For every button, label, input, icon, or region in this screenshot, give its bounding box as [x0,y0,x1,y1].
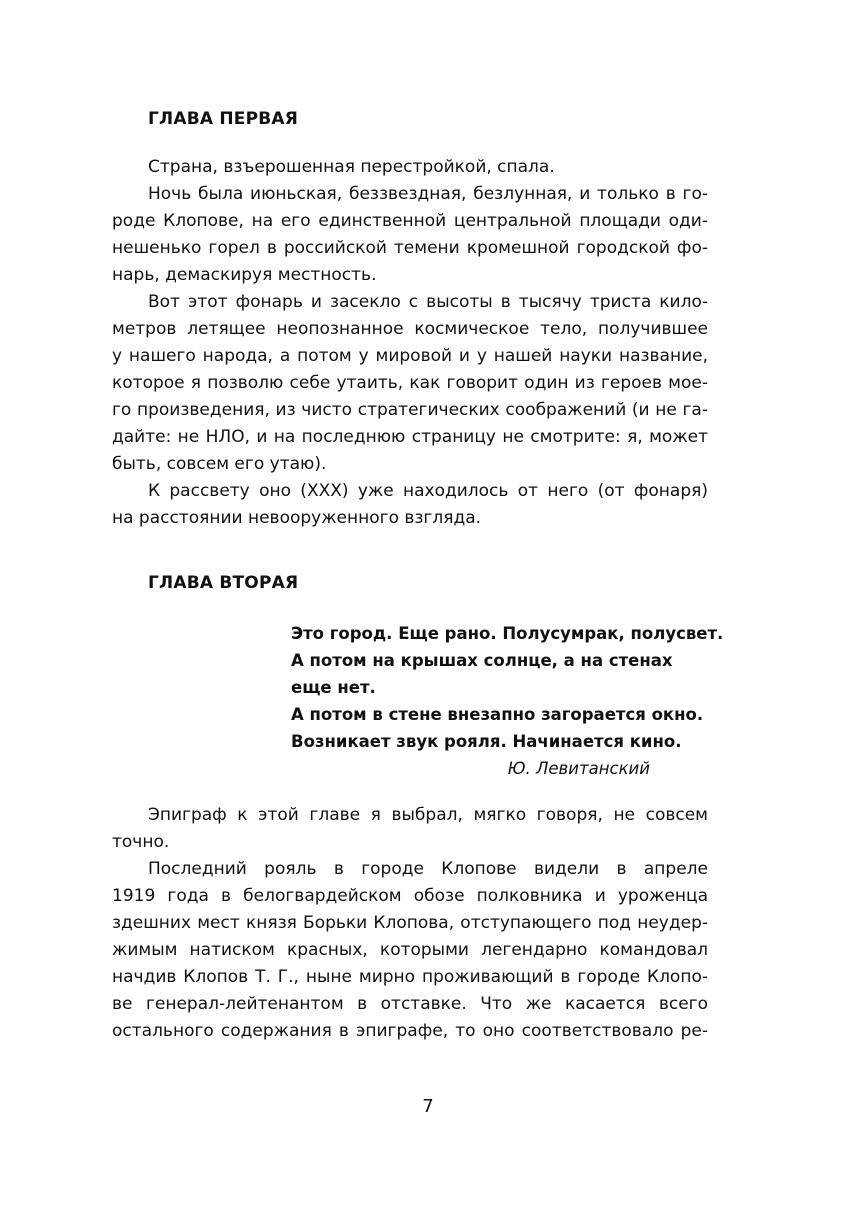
epigraph-line: Это город. Еще рано. Полусумрак, полусвет. [291,624,724,643]
chapter-2-title: ГЛАВА ВТОРАЯ [148,573,299,593]
text-line: К рассвету оно (ХХХ) уже находилось от него (от фонаря) [148,481,708,501]
text-line: го произведения, из чисто стратегических соображений (и не га- [112,400,708,420]
page-number: 7 [422,1096,434,1117]
epigraph-line: А потом на крышах солнце, а на стенах [291,651,673,670]
text-line: Вот этот фонарь и засекло с высоты в тысячу триста кило- [148,292,708,312]
text-line: Эпиграф к этой главе я выбрал, мягко говоря, не совсем [148,805,708,825]
text-line: нешенько горел в российской темени кромешной городской фо- [112,238,708,258]
text-line: Страна, взъерошенная перестройкой, спала. [148,157,555,177]
chapter-1-title: ГЛАВА ПЕРВАЯ [148,109,299,129]
text-line: начдив Клопов Т. Г., ныне мирно проживающий в городе Клопо- [112,967,708,987]
text-line: Последний рояль в городе Клопове видели в апреле [148,859,708,879]
text-line: точно. [112,832,170,852]
text-line: Ночь была июньская, беззвездная, безлунная, и только в го- [148,184,708,204]
text-line: дайте: не НЛО, и на последнюю страницу не смотрите: я, может [112,427,708,447]
text-line: 1919 года в белогвардейском обозе полковника и уроженца [112,886,708,906]
text-line: жимым натиском красных, которыми легендарно командовал [112,940,708,960]
epigraph-line: еще нет. [291,678,376,697]
epigraph-line: А потом в стене внезапно загорается окно. [291,705,704,724]
epigraph-author: Ю. Левитанский [507,759,650,778]
text-line: метров летящее неопознанное космическое тело, получившее [112,319,708,339]
text-line: остального содержания в эпиграфе, то оно соответствовало ре- [112,1021,708,1041]
epigraph-line: Возникает звук рояля. Начинается кино. [291,732,682,751]
text-line: нарь, демаскируя местность. [112,265,377,285]
text-line: роде Клопове, на его единственной центральной площади оди- [112,211,708,231]
text-line: быть, совсем его утаю). [112,454,327,474]
text-line: ве генерал-лейтенантом в отставке. Что же касается всего [112,994,708,1014]
text-line: на расстоянии невооруженного взгляда. [112,508,482,528]
text-line: здешних мест князя Борьки Клопова, отступающего под неудер- [112,913,708,933]
text-line: у нашего народа, а потом у мировой и у нашей науки название, [112,346,708,366]
text-line: которое я позволю себе утаить, как говорит один из героев мое- [112,373,708,393]
